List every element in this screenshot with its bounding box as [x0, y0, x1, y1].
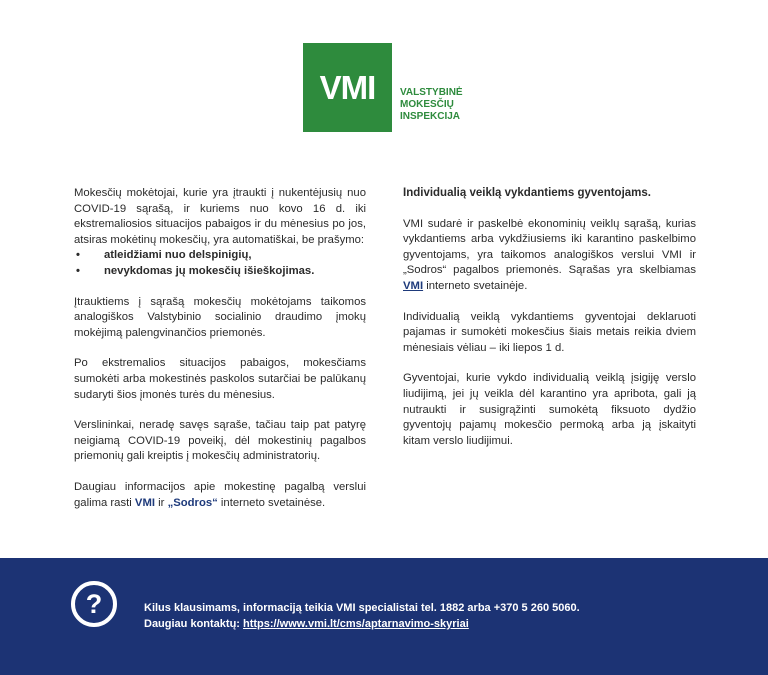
left-column	[74, 186, 366, 526]
right-column	[403, 186, 696, 464]
paragraph: Įtrauktiems į sąrašą mokesčių mokėtojams taikomos analogiškos Valstybinio socialinio draudimo įmokų mokėjimą palengvinančios priemonės.	[74, 295, 366, 339]
bullet-item: • nevykdomas jų mokesčių išieškojimas.	[74, 264, 366, 280]
question-icon	[71, 581, 117, 627]
vmi-link[interactable]: VMI	[403, 279, 424, 292]
paragraph: Po ekstremalios situacijos pabaigos, mokesčiams sumokėti arba mokestinės paskolos sutarčiai be palūkanų sudaryti šios įmonės turės du mėnesius.	[74, 357, 366, 401]
text: interneto svetainėse.	[217, 496, 326, 509]
bullet-item: • atleidžiami nuo delspinigių,	[74, 248, 366, 264]
logo-name	[400, 87, 463, 123]
question-glyph: ?	[85, 588, 103, 619]
section-heading: Individualią veiklą vykdantiems gyventojams.	[403, 187, 651, 199]
paragraph: Gyventojai, kurie vykdo individualią veiklą įsigiję verslo liudijimą, jei jų veikla dėl karantino yra apribota, gali ją nutraukti ir susigrąžinti sumokėtą fiksuoto dydžio gyventojų pajamų mokesčio permoką arba ją įskaityti kitam verslo liudijimui.	[403, 372, 696, 447]
paragraph: Verslininkai, neradę savęs sąraše, tačiau taip pat patyrę neigiamą COVID-19 poveikį, dėl mokestinių pagalbos priemonių gali kreiptis į mokesčių administratorių.	[74, 419, 366, 463]
paragraph: Individualią veiklą vykdantiems gyventojai deklaruoti pajamas ir sumokėti mokesčius šiais metais reikia dviem mėnesiais vėliau – iki liepos 1 d.	[403, 310, 696, 354]
sodra-link[interactable]: „Sodros“	[167, 496, 218, 509]
footer-line	[144, 616, 580, 632]
paragraph: Mokesčių mokėtojai, kurie yra įtraukti į nukentėjusių nuo COVID-19 sąrašą, ir kuriems nuo kovo 16 d. iki ekstremaliosios situacijos pabaigos ir du mėnesius po jos, atsiras mokėtinų mokesčių, yra automatiškai, be prašymo:	[74, 187, 366, 246]
text: VMI sudarė ir paskelbė ekonominių veiklų sąrašą, kurias vykdantiems arba vykdžiusiems iki karantino paskelbimo gyventojams, yra taikomos analogiškos verslui VMI ir „Sodros“ pagalbos priemonės. Sąrašas yra skelbiamas	[403, 217, 696, 277]
vmi-logo	[303, 43, 392, 132]
vmi-link[interactable]: VMI	[134, 496, 155, 509]
text: ir	[155, 496, 168, 509]
bullet-list	[74, 248, 366, 279]
contacts-label: Daugiau kontaktų:	[144, 618, 244, 630]
logo-initials: VMI	[319, 68, 376, 106]
contacts-link[interactable]: https://www.vmi.lt/cms/aptarnavimo-skyriai	[243, 618, 469, 630]
paragraph	[403, 217, 696, 295]
text: Daugiau informacijos apie mokestinę pagalbą verslui galima rasti	[74, 480, 366, 509]
logo-name-line: INSPEKCIJA	[400, 111, 461, 122]
footer-text	[144, 600, 580, 632]
paragraph	[74, 480, 366, 511]
logo-name-line: MOKESČIŲ	[400, 99, 454, 110]
logo-name-line: VALSTYBINĖ	[400, 87, 463, 98]
text: interneto svetainėje.	[423, 279, 528, 292]
footer-line: Kilus klausimams, informaciją teikia VMI specialistai tel. 1882 arba +370 5 260 5060.	[144, 602, 580, 614]
